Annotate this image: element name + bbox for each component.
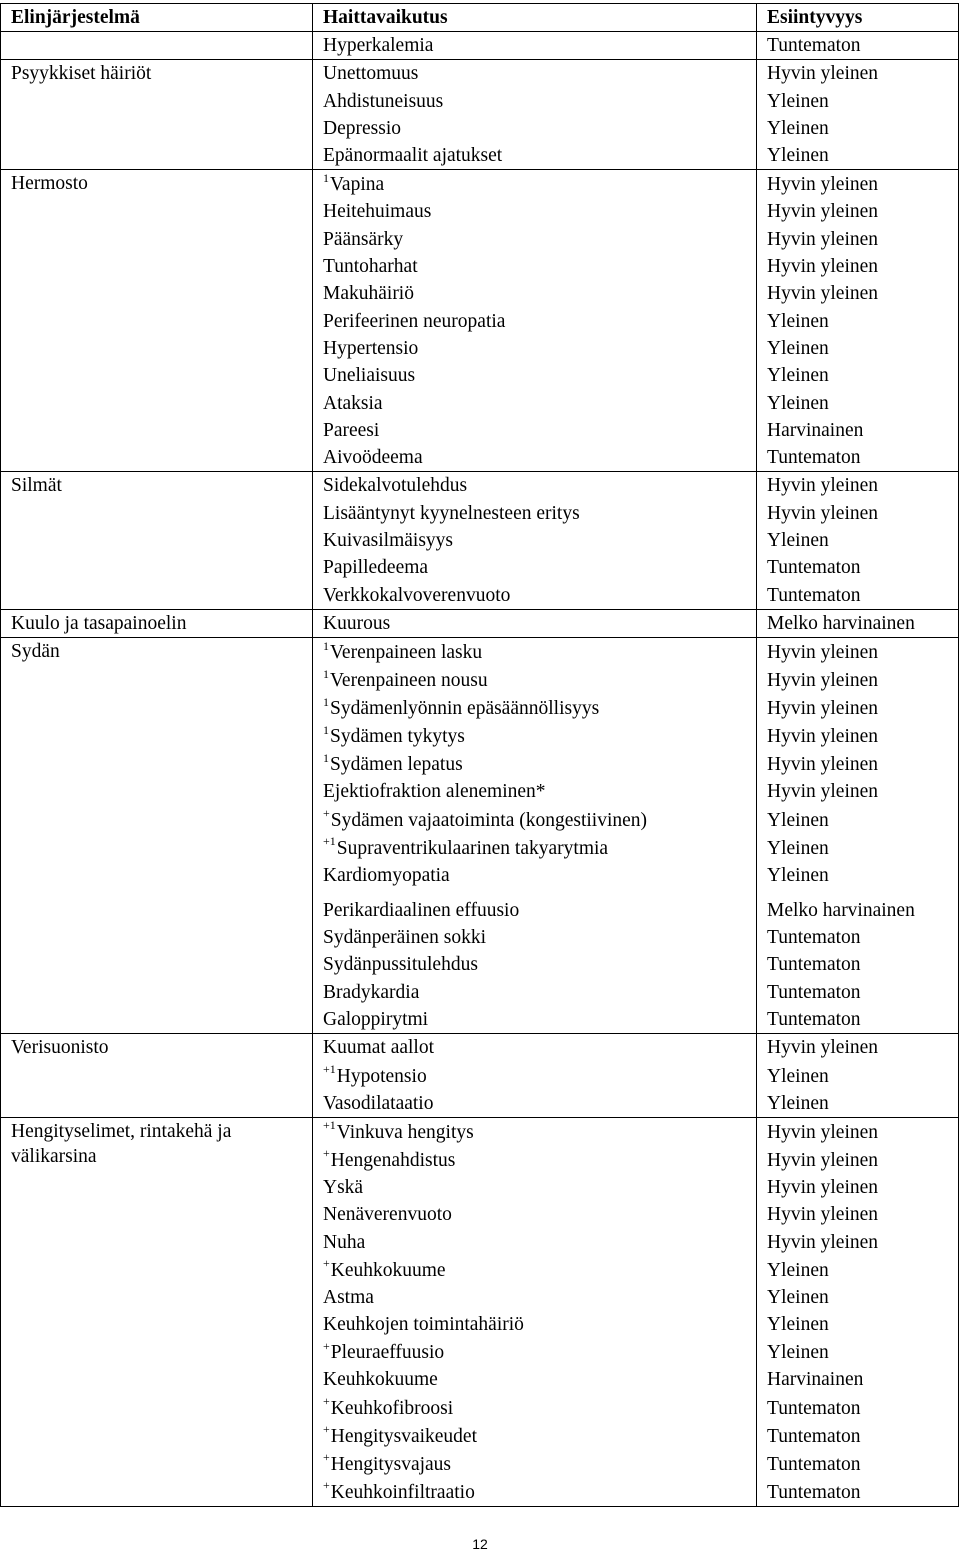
frequency-value: Hyvin yleinen xyxy=(767,1176,879,1198)
adverse-effect-line xyxy=(323,60,756,87)
adverse-effect-line xyxy=(323,1256,756,1284)
adverse-effect-line xyxy=(323,1311,756,1338)
frequency-value: Yleinen xyxy=(767,1342,829,1364)
organ-system-label: Verisuonisto xyxy=(11,1037,109,1059)
frequency-value: Hyvin yleinen xyxy=(767,642,879,664)
adverse-effect-line xyxy=(323,638,756,666)
adverse-effect-name: Hengitysvaikeudet xyxy=(330,1425,477,1447)
frequency-value: Hyvin yleinen xyxy=(767,1231,879,1253)
frequency-value: Tuntematon xyxy=(767,1425,861,1447)
adverse-effect-line xyxy=(323,1201,756,1228)
adverse-effect-name: Hypotensio xyxy=(336,1065,427,1087)
adverse-effect-line xyxy=(323,308,756,335)
adverse-effect-line xyxy=(323,170,756,198)
adverse-effect-line xyxy=(323,1034,756,1061)
frequency-cell xyxy=(757,1034,959,1118)
frequency-value: Hyvin yleinen xyxy=(767,1149,879,1171)
frequency-value: Tuntematon xyxy=(767,954,861,976)
row-spacer xyxy=(323,889,756,897)
frequency-value: Yleinen xyxy=(767,310,829,332)
frequency-value: Yleinen xyxy=(767,837,829,859)
footnote-marker: 1 xyxy=(323,750,329,765)
footnote-marker: +1 xyxy=(323,1118,336,1133)
frequency-value: Hyvin yleinen xyxy=(767,1037,879,1059)
adverse-effect-line xyxy=(323,722,756,750)
frequency-value: Yleinen xyxy=(767,530,829,552)
adverse-effect-line xyxy=(323,666,756,694)
table-row xyxy=(1,170,959,472)
frequency-value: Yleinen xyxy=(767,337,829,359)
organ-system-label xyxy=(11,32,312,33)
frequency-value: Tuntematon xyxy=(767,584,861,606)
adverse-effect-line xyxy=(323,554,756,581)
footnote-marker: + xyxy=(323,1146,330,1161)
table-row xyxy=(1,32,959,60)
frequency-value: Tuntematon xyxy=(767,557,861,579)
frequency-value: Yleinen xyxy=(767,1065,829,1087)
adverse-effect-name: Pareesi xyxy=(323,419,380,441)
footnote-marker: + xyxy=(323,1394,330,1409)
adverse-effect-line xyxy=(323,778,756,805)
organ-system-cell xyxy=(1,1034,313,1118)
adverse-effect-name: Hengitysvajaus xyxy=(330,1453,452,1475)
adverse-effect-name: Kardiomyopatia xyxy=(323,864,450,886)
adverse-effect-cell xyxy=(313,638,757,1034)
frequency-value: Hyvin yleinen xyxy=(767,726,879,748)
footnote-marker: + xyxy=(323,1422,330,1437)
header-organ-system: Elinjärjestelmä xyxy=(1,4,313,32)
adverse-effect-name: Sydänpussitulehdus xyxy=(323,954,478,976)
adverse-effect-line xyxy=(323,1478,756,1506)
organ-system-label: Hermosto xyxy=(11,173,88,195)
footnote-marker: + xyxy=(323,1338,330,1353)
organ-system-cell xyxy=(1,60,313,170)
adverse-effect-name: Verenpaineen nousu xyxy=(330,670,488,692)
footnote-marker: 1 xyxy=(323,722,329,737)
frequency-value: Tuntematon xyxy=(767,927,861,949)
adverse-effect-line xyxy=(323,390,756,417)
adverse-effect-name: Perikardiaalinen effuusio xyxy=(323,899,520,921)
adverse-effect-line xyxy=(323,1229,756,1256)
frequency-value: Tuntematon xyxy=(767,1009,861,1031)
adverse-effect-line xyxy=(323,834,756,862)
adverse-effect-name: Makuhäiriö xyxy=(323,283,414,305)
adverse-effect-name: Astma xyxy=(323,1286,374,1308)
adverse-effect-line xyxy=(323,142,756,169)
adverse-effect-cell xyxy=(313,60,757,170)
frequency-cell xyxy=(757,60,959,170)
frequency-value: Tuntematon xyxy=(767,35,861,56)
adverse-effect-cell xyxy=(313,32,757,60)
frequency-value: Tuntematon xyxy=(767,981,861,1003)
adverse-effects-table xyxy=(0,3,959,1507)
adverse-effect-cell xyxy=(313,1034,757,1118)
organ-system-label: Silmät xyxy=(11,475,62,497)
adverse-effect-line xyxy=(323,1174,756,1201)
frequency-cell xyxy=(757,170,959,472)
organ-system-cell xyxy=(1,170,313,472)
adverse-effect-line xyxy=(323,1284,756,1311)
adverse-effect-name: Vasodilataatio xyxy=(323,1092,434,1114)
adverse-effect-name: Kuivasilmäisyys xyxy=(323,530,453,552)
adverse-effect-name: Depressio xyxy=(323,117,401,139)
adverse-effect-line xyxy=(323,1394,756,1422)
footnote-marker: +1 xyxy=(323,1062,336,1077)
adverse-effect-name: Hyperkalemia xyxy=(323,35,434,56)
frequency-value: Yleinen xyxy=(767,365,829,387)
adverse-effect-name: Pleuraeffuusio xyxy=(330,1342,445,1364)
frequency-value: Hyvin yleinen xyxy=(767,475,879,497)
adverse-effect-line xyxy=(323,362,756,389)
adverse-effect-line xyxy=(323,610,756,637)
adverse-effect-name: Heitehuimaus xyxy=(323,201,432,223)
adverse-effect-line xyxy=(323,472,756,499)
adverse-effect-name: Ejektiofraktion aleneminen* xyxy=(323,781,546,803)
table-row xyxy=(1,609,959,637)
row-spacer xyxy=(767,889,958,897)
adverse-effect-line xyxy=(323,500,756,527)
frequency-cell xyxy=(757,1117,959,1506)
footnote-marker: 1 xyxy=(323,638,329,653)
adverse-effect-line xyxy=(323,115,756,142)
frequency-value: Hyvin yleinen xyxy=(767,1121,879,1143)
adverse-effect-name: Papilledeema xyxy=(323,557,429,579)
table-row xyxy=(1,60,959,170)
adverse-effect-line xyxy=(323,979,756,1006)
adverse-effect-name: Unettomuus xyxy=(323,63,419,85)
adverse-effect-name: Verenpaineen lasku xyxy=(330,642,483,664)
adverse-effect-line xyxy=(323,1006,756,1033)
adverse-effect-line xyxy=(323,1062,756,1090)
frequency-value: Yleinen xyxy=(767,1092,829,1114)
adverse-effect-name: Keuhkofibroosi xyxy=(330,1397,454,1419)
adverse-effect-name: Kuumat aallot xyxy=(323,1037,435,1059)
adverse-effect-line xyxy=(323,750,756,778)
footnote-marker: 1 xyxy=(323,170,329,185)
adverse-effect-name: Perifeerinen neuropatia xyxy=(323,310,506,332)
frequency-cell xyxy=(757,609,959,637)
table-row xyxy=(1,638,959,1034)
footnote-marker: +1 xyxy=(323,834,336,849)
adverse-effect-name: Bradykardia xyxy=(323,981,420,1003)
adverse-effect-line xyxy=(323,806,756,834)
footnote-marker: + xyxy=(323,1478,330,1493)
frequency-value: Harvinainen xyxy=(767,1369,864,1391)
adverse-effect-name: Sydämen lepatus xyxy=(330,754,463,776)
adverse-effect-line xyxy=(323,582,756,609)
header-frequency: Esiintyvyys xyxy=(757,4,959,32)
organ-system-label: Psyykkiset häiriöt xyxy=(11,63,152,85)
organ-system-cell xyxy=(1,609,313,637)
organ-system-label: Sydän xyxy=(11,641,60,663)
frequency-value: Tuntematon xyxy=(767,1453,861,1475)
adverse-effect-name: Hypertensio xyxy=(323,337,419,359)
adverse-effect-line xyxy=(323,253,756,280)
frequency-value: Yleinen xyxy=(767,145,829,167)
frequency-value: Hyvin yleinen xyxy=(767,781,879,803)
frequency-value: Hyvin yleinen xyxy=(767,228,879,250)
adverse-effect-name: Lisääntynyt kyynelnesteen eritys xyxy=(323,502,580,524)
adverse-effect-line xyxy=(323,335,756,362)
frequency-value: Yleinen xyxy=(767,809,829,831)
frequency-value: Yleinen xyxy=(767,392,829,414)
frequency-value: Melko harvinainen xyxy=(767,899,915,921)
adverse-effect-line xyxy=(323,862,756,889)
adverse-effect-line xyxy=(323,444,756,471)
organ-system-label: Hengityselimet, rintakehä ja välikarsina xyxy=(11,1120,232,1167)
adverse-effect-name: Yskä xyxy=(323,1176,364,1198)
adverse-effect-name: Hengenahdistus xyxy=(330,1149,456,1171)
adverse-effect-name: Tuntoharhat xyxy=(323,256,418,278)
organ-system-cell xyxy=(1,638,313,1034)
frequency-value: Yleinen xyxy=(767,864,829,886)
adverse-effect-name: Epänormaalit ajatukset xyxy=(323,145,503,167)
frequency-value: Hyvin yleinen xyxy=(767,502,879,524)
footnote-marker: + xyxy=(323,806,330,821)
frequency-value: Hyvin yleinen xyxy=(767,174,879,196)
adverse-effect-name: Keuhkokuume xyxy=(323,1369,438,1391)
frequency-value: Hyvin yleinen xyxy=(767,283,879,305)
adverse-effect-name: Aivoödeema xyxy=(323,447,423,469)
adverse-effect-line xyxy=(323,226,756,253)
adverse-effect-name: Vapina xyxy=(330,174,385,196)
frequency-value: Yleinen xyxy=(767,1314,829,1336)
adverse-effect-line xyxy=(323,1422,756,1450)
frequency-value: Hyvin yleinen xyxy=(767,1204,879,1226)
adverse-effect-line xyxy=(323,1146,756,1174)
table-row xyxy=(1,472,959,609)
footnote-marker: 1 xyxy=(323,694,329,709)
frequency-value: Tuntematon xyxy=(767,447,861,469)
adverse-effect-cell xyxy=(313,609,757,637)
adverse-effect-name: Sydämenlyönnin epäsäännöllisyys xyxy=(330,698,600,720)
frequency-value: Hyvin yleinen xyxy=(767,256,879,278)
frequency-value: Yleinen xyxy=(767,1286,829,1308)
adverse-effect-line xyxy=(323,924,756,951)
frequency-value: Hyvin yleinen xyxy=(767,63,879,85)
adverse-effect-line xyxy=(323,1118,756,1146)
frequency-value: Hyvin yleinen xyxy=(767,201,879,223)
adverse-effect-name: Päänsärky xyxy=(323,228,404,250)
organ-system-label: Kuulo ja tasapainoelin xyxy=(11,612,187,634)
adverse-effect-line xyxy=(323,32,756,59)
adverse-effect-line xyxy=(323,897,756,924)
footnote-marker: 1 xyxy=(323,666,329,681)
adverse-effect-line xyxy=(323,694,756,722)
frequency-value: Hyvin yleinen xyxy=(767,698,879,720)
adverse-effect-name: Keuhkokuume xyxy=(330,1259,446,1281)
frequency-value: Harvinainen xyxy=(767,419,864,441)
organ-system-cell xyxy=(1,32,313,60)
frequency-value: Hyvin yleinen xyxy=(767,670,879,692)
organ-system-cell xyxy=(1,1117,313,1506)
adverse-effect-name: Ahdistuneisuus xyxy=(323,90,444,112)
adverse-effect-name: Sydämen vajaatoiminta (kongestiivinen) xyxy=(330,809,648,831)
footnote-marker: + xyxy=(323,1256,330,1271)
frequency-cell xyxy=(757,472,959,609)
adverse-effect-name: Uneliaisuus xyxy=(323,365,416,387)
header-adverse-effect: Haittavaikutus xyxy=(313,4,757,32)
table-row xyxy=(1,1034,959,1118)
adverse-effect-line xyxy=(323,198,756,225)
table-row xyxy=(1,1117,959,1506)
adverse-effect-line xyxy=(323,417,756,444)
adverse-effect-name: Verkkokalvoverenvuoto xyxy=(323,584,511,606)
adverse-effect-name: Keuhkojen toimintahäiriö xyxy=(323,1314,524,1336)
adverse-effect-name: Supraventrikulaarinen takyarytmia xyxy=(336,837,609,859)
frequency-cell xyxy=(757,638,959,1034)
adverse-effect-name: Vinkuva hengitys xyxy=(336,1121,474,1143)
adverse-effect-line xyxy=(323,280,756,307)
adverse-effect-line xyxy=(323,1366,756,1393)
table-body xyxy=(1,32,959,1507)
frequency-value: Hyvin yleinen xyxy=(767,754,879,776)
adverse-effect-cell xyxy=(313,1117,757,1506)
adverse-effect-line xyxy=(323,1450,756,1478)
frequency-value: Tuntematon xyxy=(767,1397,861,1419)
adverse-effect-name: Galoppirytmi xyxy=(323,1009,429,1031)
adverse-effect-name: Sydämen tykytys xyxy=(330,726,465,748)
adverse-effect-line xyxy=(323,527,756,554)
frequency-value: Yleinen xyxy=(767,117,829,139)
adverse-effect-line xyxy=(323,1338,756,1366)
adverse-effect-name: Ataksia xyxy=(323,392,383,414)
adverse-effect-name: Nuha xyxy=(323,1231,366,1253)
frequency-cell xyxy=(757,32,959,60)
adverse-effect-line xyxy=(323,1090,756,1117)
frequency-value: Tuntematon xyxy=(767,1481,861,1503)
page-number: 12 xyxy=(472,1536,488,1552)
adverse-effect-name: Keuhkoinfiltraatio xyxy=(330,1481,475,1503)
adverse-effect-cell xyxy=(313,170,757,472)
footnote-marker: + xyxy=(323,1450,330,1465)
frequency-value: Yleinen xyxy=(767,90,829,112)
frequency-value: Melko harvinainen xyxy=(767,612,915,634)
adverse-effect-cell xyxy=(313,472,757,609)
adverse-effect-name: Sydänperäinen sokki xyxy=(323,927,487,949)
header-row xyxy=(1,4,959,32)
organ-system-cell xyxy=(1,472,313,609)
frequency-value: Yleinen xyxy=(767,1259,829,1281)
adverse-effect-name: Kuurous xyxy=(323,612,391,634)
adverse-effect-line xyxy=(323,88,756,115)
adverse-effect-line xyxy=(323,951,756,978)
adverse-effect-name: Sidekalvotulehdus xyxy=(323,475,468,497)
adverse-effect-name: Nenäverenvuoto xyxy=(323,1204,452,1226)
